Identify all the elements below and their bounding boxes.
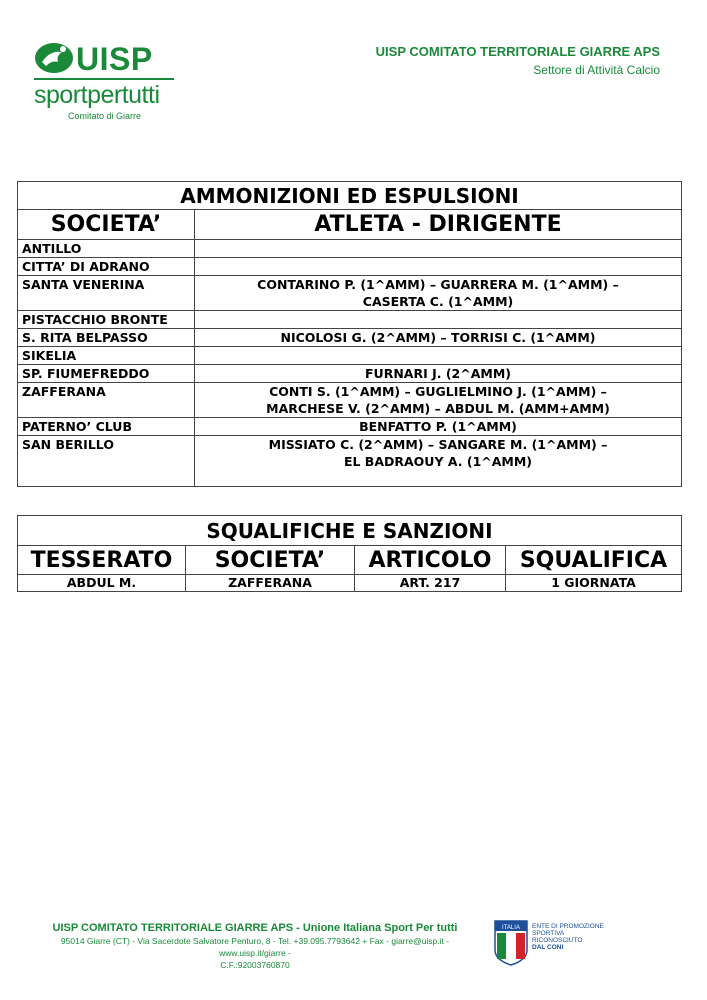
societa-cell: S. RITA BELPASSO: [18, 329, 195, 347]
atleti-cell: MISSIATO C. (2^AMM) – SANGARE M. (1^AMM) – EL BADRAOUY A. (1^AMM): [195, 436, 682, 487]
ammonizioni-title: AMMONIZIONI ED ESPULSIONI: [18, 182, 682, 210]
societa-cell: CITTA’ DI ADRANO: [18, 258, 195, 276]
atleti-cell: [195, 240, 682, 258]
runner-emblem-icon: [32, 40, 76, 76]
logo-tagline: sportpertutti: [34, 81, 160, 109]
atleti-cell: NICOLOSI G. (2^AMM) – TORRISI C. (1^AMM): [195, 329, 682, 347]
societa-cell: ZAFFERANA: [186, 575, 355, 592]
header-sector: Settore di Attività Calcio: [533, 63, 660, 77]
atleti-cell: [195, 258, 682, 276]
coni-shield-icon: [494, 920, 528, 966]
societa-cell: PATERNO’ CLUB: [18, 418, 195, 436]
ammonizioni-table: [17, 181, 682, 487]
table-row: [18, 575, 682, 592]
squalifiche-table: [17, 515, 682, 592]
coni-text-line: SPORTIVA: [532, 930, 565, 937]
footer-line1: UISP COMITATO TERRITORIALE GIARRE APS - Unione Italiana Sport Per tutti: [52, 922, 458, 934]
table-row: [18, 240, 682, 258]
col-articolo-header: ARTICOLO: [355, 546, 506, 575]
table-row: [18, 418, 682, 436]
societa-cell: SANTA VENERINA: [18, 276, 195, 311]
table-row: [18, 383, 682, 418]
table-row: [18, 329, 682, 347]
col-societa-header: SOCIETA’: [186, 546, 355, 575]
coni-text: [532, 923, 612, 951]
coni-text-line: ENTE DI PROMOZIONE: [532, 923, 604, 930]
squalifiche-title: SQUALIFICHE E SANZIONI: [18, 516, 682, 546]
coni-shield-label: ITALIA: [502, 925, 520, 931]
col-societa-header: SOCIETA’: [18, 210, 195, 240]
table-row: [18, 436, 682, 487]
articolo-cell: ART. 217: [355, 575, 506, 592]
table-row: [18, 258, 682, 276]
societa-cell: ANTILLO: [18, 240, 195, 258]
atleti-cell: [195, 347, 682, 365]
atleti-cell: CONTI S. (1^AMM) – GUGLIELMINO J. (1^AMM) – MARCHESE V. (2^AMM) – ABDUL M. (AMM+AMM): [195, 383, 682, 418]
squalifica-cell: 1 GIORNATA: [506, 575, 682, 592]
table-row: [18, 365, 682, 383]
header-org: UISP COMITATO TERRITORIALE GIARRE APS: [375, 44, 660, 59]
page-footer: [30, 921, 480, 971]
coni-text-line: RICONOSCIUTO: [532, 937, 583, 944]
col-atleta-header: ATLETA - DIRIGENTE: [195, 210, 682, 240]
col-tesserato-header: TESSERATO: [18, 546, 186, 575]
coni-text-line: DAL CONI: [532, 944, 564, 951]
logo-subtitle: Comitato di Giarre: [68, 111, 142, 121]
table-row: [18, 276, 682, 311]
atleti-cell: FURNARI J. (2^AMM): [195, 365, 682, 383]
table-row: [18, 311, 682, 329]
uisp-logo: [32, 40, 182, 125]
tesserato-cell: ABDUL M.: [18, 575, 186, 592]
atleti-cell: BENFATTO P. (1^AMM): [195, 418, 682, 436]
societa-cell: SP. FIUMEFREDDO: [18, 365, 195, 383]
atleti-cell: CONTARINO P. (1^AMM) – GUARRERA M. (1^AMM) – CASERTA C. (1^AMM): [195, 276, 682, 311]
logo-brand: UISP: [76, 41, 153, 77]
atleti-cell: [195, 311, 682, 329]
societa-cell: SIKELIA: [18, 347, 195, 365]
col-squalifica-header: SQUALIFICA: [506, 546, 682, 575]
societa-cell: ZAFFERANA: [18, 383, 195, 418]
coni-badge: [494, 920, 614, 970]
table-row: [18, 347, 682, 365]
societa-cell: PISTACCHIO BRONTE: [18, 311, 195, 329]
footer-line3: C.F.:92003760870: [220, 960, 290, 970]
footer-line2: 95014 Giarre (CT) - Via Sacerdote Salvatore Penturo, 8 - Tel. +39.095.7793642 + Fax - giarre@uisp.it - www.uisp.it/giarre -: [60, 936, 450, 958]
page-header: [376, 44, 660, 78]
societa-cell: SAN BERILLO: [18, 436, 195, 487]
